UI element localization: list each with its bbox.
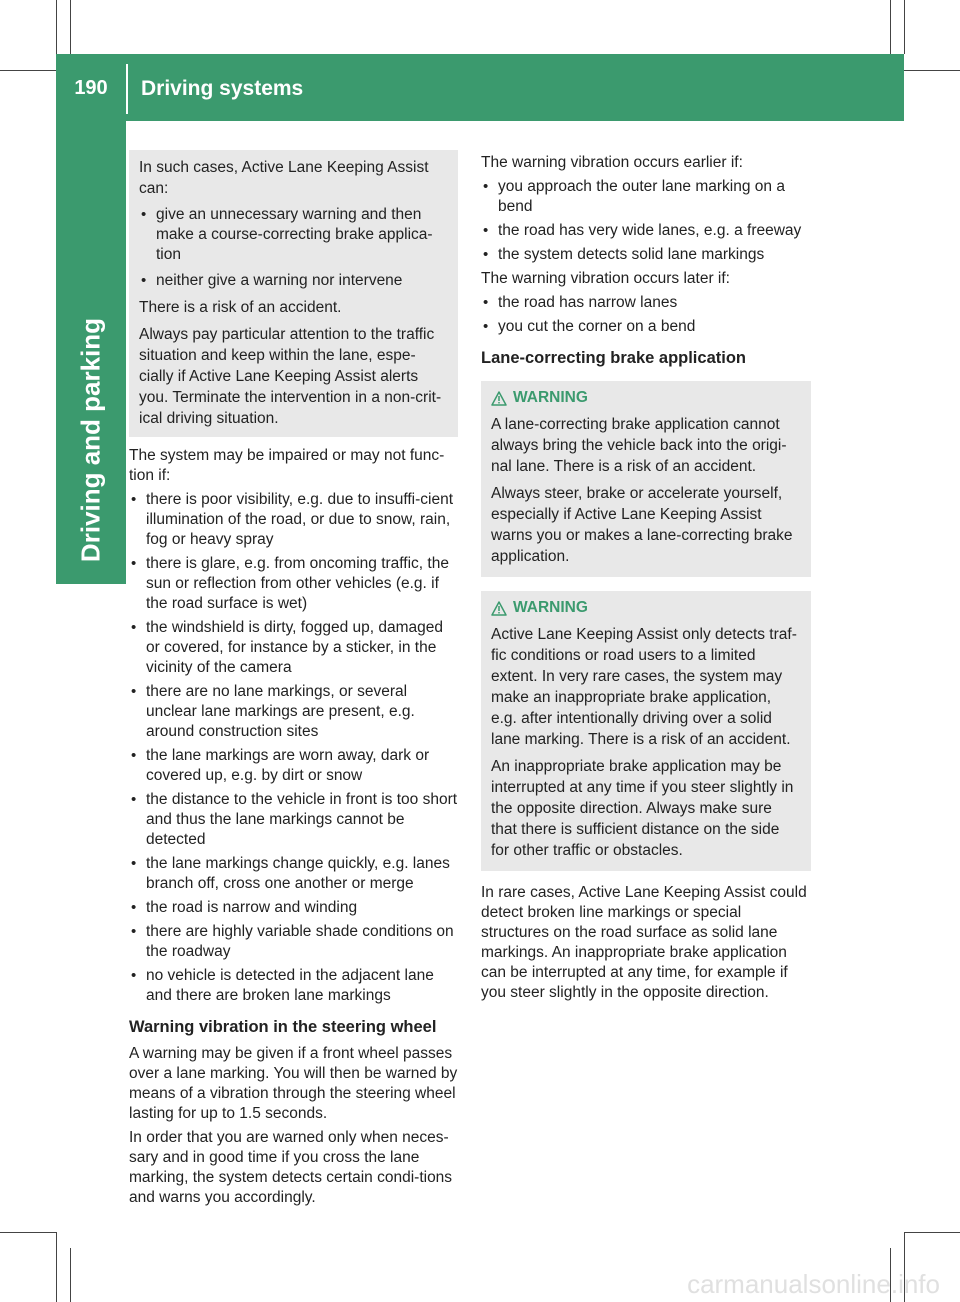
closing-paragraph: In rare cases, Active Lane Keeping Assist could detect broken line markings or special structures on the road surface as solid lane markings. An inappropriate brake application can be interrupted at any time, for example if you steer slightly in the opposite direction. [481,884,807,1001]
warning-triangle-icon [491,601,507,616]
warning-text: A lane-correcting brake application cannot always bring the vehicle back into the origi-nal lane. There is a risk of an accident. [491,416,787,475]
crop-mark [904,1232,960,1233]
impaired-intro: The system may be impaired or may not func-tion if: [129,447,445,484]
notice-list [139,205,448,291]
list-item: • there are no lane markings, or several unclear lane markings are present, e.g. around construction sites [129,682,458,742]
vibration-paragraph-1: A warning may be given if a front wheel passes over a lane marking. You will then be warned by means of a vibration through the steering wheel lasting for up to 1.5 seconds. [129,1045,458,1122]
later-list [481,293,811,337]
crop-mark [0,70,56,71]
impaired-list [129,490,458,1006]
earlier-intro: The warning vibration occurs earlier if: [481,154,743,171]
notice-intro: In such cases, Active Lane Keeping Assist can: [139,159,429,197]
list-item: • give an unnecessary warning and then make a course-correcting brake applica-tion [139,205,448,265]
page-number: 190 [74,77,108,99]
list-item: • the distance to the vehicle in front is too short and thus the lane markings cannot be detected [129,790,458,850]
list-item: • neither give a warning nor intervene [139,271,448,291]
right-column [481,153,811,1007]
warning-text: Active Lane Keeping Assist only detects traf-fic conditions or road users to a limited extent. In very rare cases, the system may make an inappropriate brake application, e.g. after intentionally driving over a solid lane marking. There is a risk of an accident. [491,626,797,748]
list-item: • the system detects solid lane markings [481,245,811,265]
warning-label: WARNING [513,389,588,406]
crop-mark [890,0,891,54]
warning-text: An inappropriate brake application may be interrupted at any time if you steer slightly in the opposite direction. Always make sure that there is sufficient distance on the side for other traffic or obstacles. [491,758,794,859]
warning-box [481,591,811,871]
list-item: • the road has very wide lanes, e.g. a freeway [481,221,811,241]
earlier-list [481,177,811,265]
left-column [129,150,458,1212]
list-item: • you cut the corner on a bend [481,317,811,337]
section-tab-label: Driving and parking [75,317,106,563]
crop-mark [56,1232,57,1302]
warning-header [491,388,801,408]
warning-box [481,381,811,577]
crop-mark [904,70,960,71]
list-item: • no vehicle is detected in the adjacent lane and there are broken lane markings [129,966,458,1006]
crop-mark [56,0,57,54]
warning-triangle-icon [491,391,507,406]
warning-label: WARNING [513,599,588,616]
list-item: • you approach the outer lane marking on a bend [481,177,811,217]
list-item: • there is glare, e.g. from oncoming traffic, the sun or reflection from other vehicles (e.g. if the road surface is wet) [129,554,458,614]
crop-mark [0,1232,56,1233]
notice-advice: Always pay particular attention to the traffic situation and keep within the lane, espe-cially if Active Lane Keeping Assist alerts you. Terminate the intervention in a non-crit-ical driving situation. [139,326,442,427]
list-item: • the road has narrow lanes [481,293,811,313]
crop-mark [70,0,71,54]
notice-risk: There is a risk of an accident. [139,299,342,316]
later-intro: The warning vibration occurs later if: [481,270,730,287]
list-item: • the lane markings are worn away, dark or covered up, e.g. by dirt or snow [129,746,458,786]
list-item: • there are highly variable shade conditions on the roadway [129,922,458,962]
crop-mark [70,1248,71,1302]
section-heading-vibration: Warning vibration in the steering wheel [129,1018,437,1036]
list-item: • there is poor visibility, e.g. due to insuffi-cient illumination of the road, or due to snow, rain, fog or heavy spray [129,490,458,550]
warning-text: Always steer, brake or accelerate yourself, especially if Active Lane Keeping Assist warns you or makes a lane-correcting brake application. [491,485,793,565]
section-heading-brake: Lane-correcting brake application [481,349,746,367]
list-item: • the road is narrow and winding [129,898,458,918]
header-divider [126,64,128,114]
notice-box [129,150,458,437]
crop-mark [904,0,905,54]
list-item: • the windshield is dirty, fogged up, damaged or covered, for instance by a sticker, in the vicinity of the camera [129,618,458,678]
vibration-paragraph-2: In order that you are warned only when neces-sary and in good time if you cross the lane marking, the system detects certain condi-tions and warns you accordingly. [129,1129,453,1206]
page-title: Driving systems [141,76,304,100]
list-item: • the lane markings change quickly, e.g. lanes branch off, cross one another or merge [129,854,458,894]
watermark: carmanualsonline.info [687,1269,940,1299]
warning-header [491,598,801,618]
